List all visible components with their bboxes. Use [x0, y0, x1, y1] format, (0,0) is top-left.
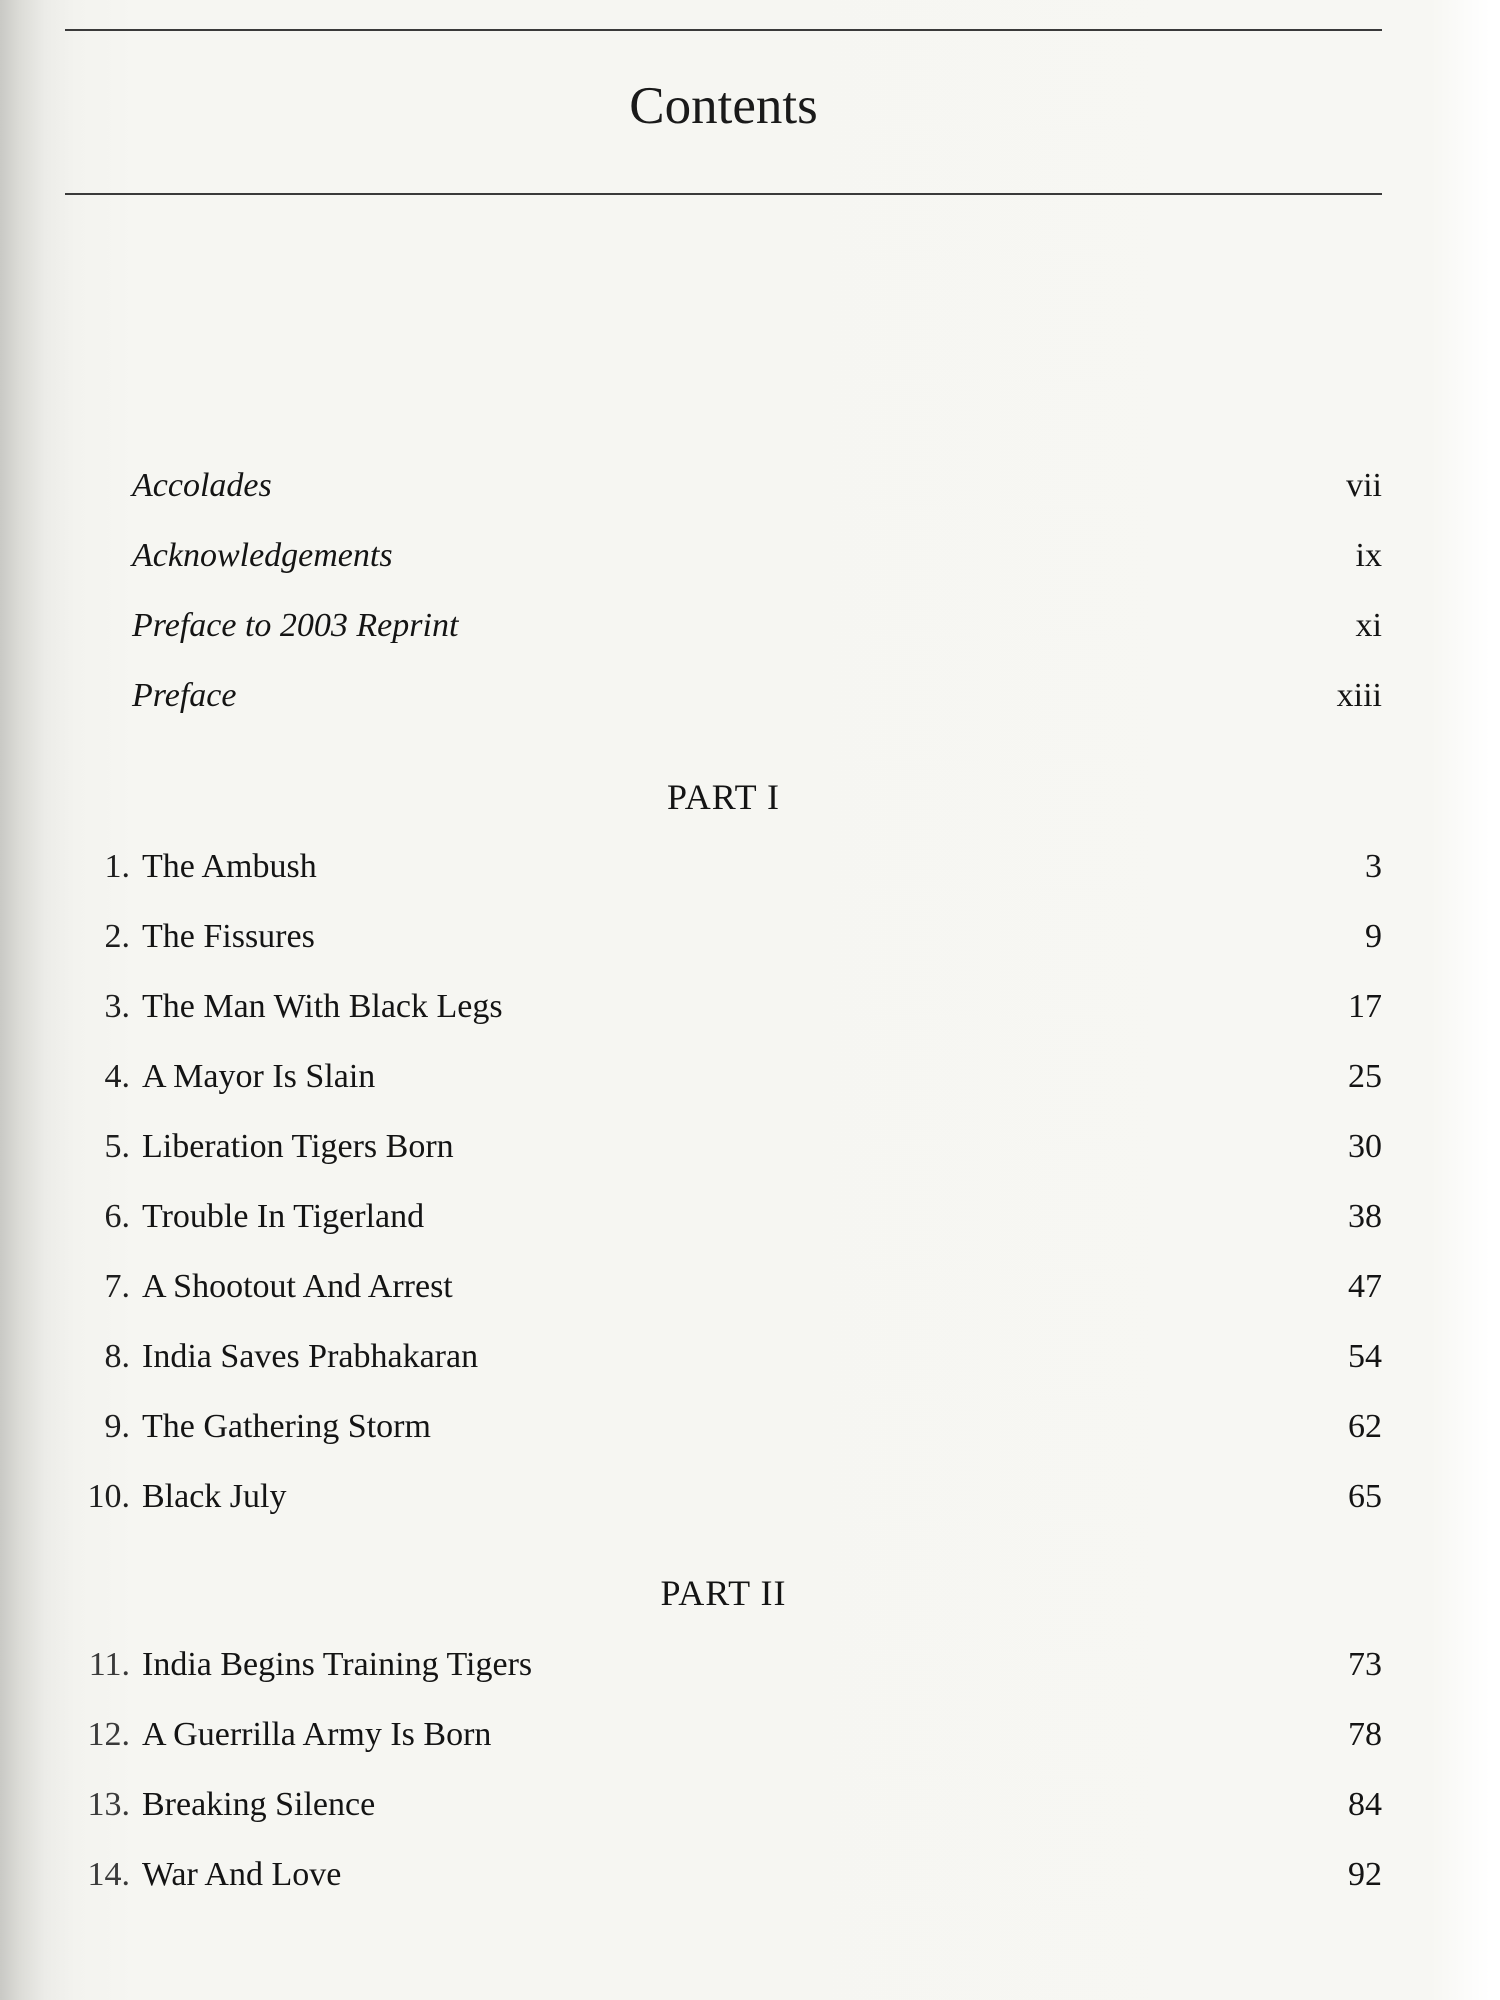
entry-page: xi: [1355, 607, 1382, 644]
front-matter-list: [132, 460, 1382, 740]
chapter-entry[interactable]: [62, 981, 1382, 1051]
chapter-page: 84: [1348, 1786, 1382, 1823]
chapter-entry[interactable]: [62, 841, 1382, 911]
chapter-title: War And Love: [142, 1856, 342, 1893]
chapter-title: A Mayor Is Slain: [142, 1058, 376, 1095]
contents-heading: Contents: [629, 77, 818, 135]
chapter-entry[interactable]: [62, 1191, 1382, 1261]
chapter-page: 78: [1348, 1716, 1382, 1753]
chapter-entry[interactable]: [62, 1779, 1382, 1849]
top-rule: [65, 29, 1382, 31]
chapter-page: 73: [1348, 1646, 1382, 1683]
chapter-number: 1.: [104, 848, 130, 885]
chapter-page: 54: [1348, 1338, 1382, 1375]
chapter-page: 3: [1365, 848, 1382, 885]
chapter-entry[interactable]: [62, 1849, 1382, 1919]
chapter-entry[interactable]: [62, 1471, 1382, 1541]
chapter-number: 2.: [104, 918, 130, 955]
chapter-number: 13.: [87, 1786, 130, 1823]
chapter-number: 14.: [87, 1856, 130, 1893]
heading-rule: [65, 193, 1382, 195]
chapter-title: Black July: [142, 1478, 287, 1515]
chapter-title: India Begins Training Tigers: [142, 1646, 533, 1683]
chapter-title: A Shootout And Arrest: [142, 1268, 453, 1305]
chapter-number: 3.: [104, 988, 130, 1025]
chapter-page: 65: [1348, 1478, 1382, 1515]
chapter-title: The Man With Black Legs: [142, 988, 503, 1025]
chapter-title: The Fissures: [142, 918, 315, 955]
chapter-entry[interactable]: [62, 1121, 1382, 1191]
part-two-chapter-list: [62, 1639, 1382, 1919]
part-one-label: PART I: [667, 777, 780, 817]
chapter-entry[interactable]: [62, 1709, 1382, 1779]
chapter-title: The Ambush: [142, 848, 317, 885]
chapter-entry[interactable]: [62, 1401, 1382, 1471]
chapter-page: 30: [1348, 1128, 1382, 1165]
entry-title: Preface to 2003 Reprint: [132, 607, 459, 644]
chapter-title: Liberation Tigers Born: [142, 1128, 454, 1165]
chapter-number: 11.: [88, 1646, 130, 1683]
chapter-number: 9.: [104, 1408, 130, 1445]
chapter-number: 4.: [104, 1058, 130, 1095]
chapter-title: Breaking Silence: [142, 1786, 376, 1823]
chapter-number: 5.: [104, 1128, 130, 1165]
chapter-entry[interactable]: [62, 1261, 1382, 1331]
front-matter-entry[interactable]: [132, 670, 1382, 740]
chapter-entry[interactable]: [62, 1639, 1382, 1709]
chapter-page: 92: [1348, 1856, 1382, 1893]
chapter-title: Trouble In Tigerland: [142, 1198, 425, 1235]
chapter-page: 9: [1365, 918, 1382, 955]
part-one-chapter-list: [62, 841, 1382, 1541]
chapter-number: 7.: [104, 1268, 130, 1305]
chapter-title: India Saves Prabhakaran: [142, 1338, 479, 1375]
chapter-entry[interactable]: [62, 911, 1382, 981]
chapter-page: 62: [1348, 1408, 1382, 1445]
front-matter-entry[interactable]: [132, 530, 1382, 600]
chapter-number: 12.: [87, 1716, 130, 1753]
front-matter-entry[interactable]: [132, 460, 1382, 530]
chapter-number: 8.: [104, 1338, 130, 1375]
entry-title: Accolades: [132, 467, 272, 504]
chapter-entry[interactable]: [62, 1331, 1382, 1401]
chapter-title: The Gathering Storm: [142, 1408, 431, 1445]
chapter-title: A Guerrilla Army Is Born: [142, 1716, 492, 1753]
entry-title: Preface: [132, 677, 237, 714]
chapter-entry[interactable]: [62, 1051, 1382, 1121]
entry-page: xiii: [1336, 677, 1382, 714]
chapter-page: 25: [1348, 1058, 1382, 1095]
entry-page: vii: [1346, 467, 1382, 504]
entry-title: Acknowledgements: [132, 537, 393, 574]
chapter-page: 38: [1348, 1198, 1382, 1235]
chapter-page: 17: [1348, 988, 1382, 1025]
entry-page: ix: [1355, 537, 1382, 574]
chapter-number: 10.: [87, 1478, 130, 1515]
front-matter-entry[interactable]: [132, 600, 1382, 670]
part-two-label: PART II: [660, 1573, 787, 1613]
chapter-number: 6.: [104, 1198, 130, 1235]
chapter-page: 47: [1348, 1268, 1382, 1305]
